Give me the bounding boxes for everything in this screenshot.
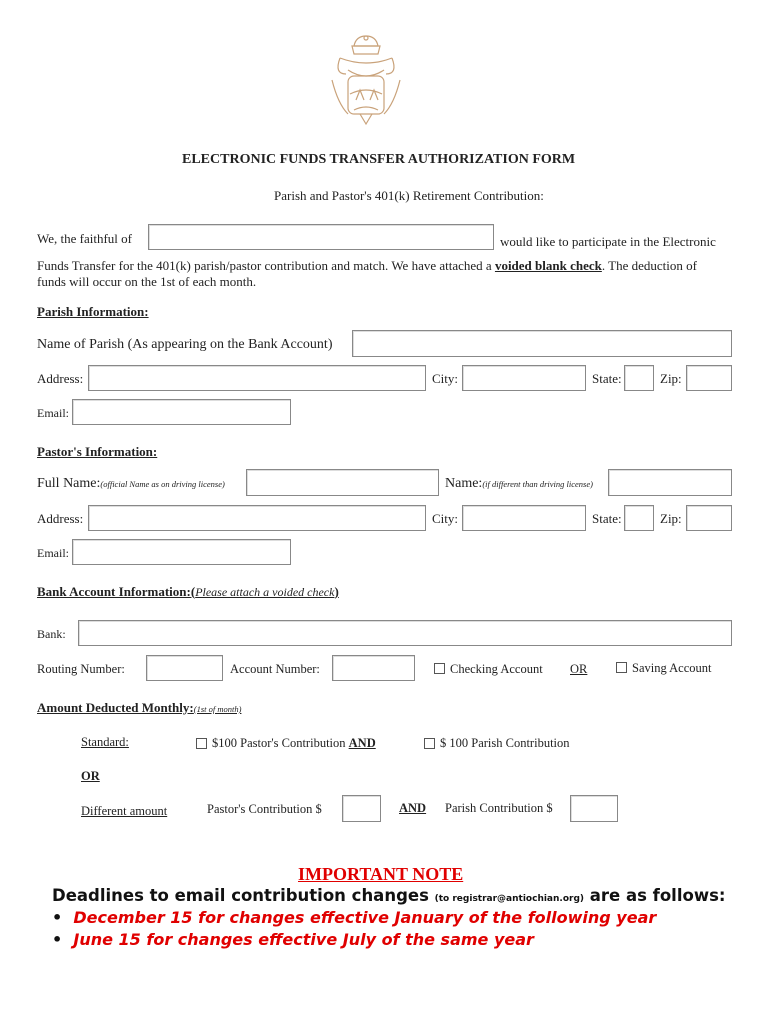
deadlines-text: Deadlines to email contribution changes — [52, 886, 435, 905]
deadline-item-2 — [52, 930, 534, 949]
bank-heading-close: ) — [334, 584, 339, 599]
important-note-title: IMPORTANT NOTE — [298, 864, 464, 884]
saving-account-label: Saving Account — [632, 661, 712, 675]
pastor-zip-label: Zip: — [660, 511, 682, 526]
standard-label: Standard: — [81, 735, 129, 749]
pastor-fullname-label-text: Full Name: — [37, 476, 101, 491]
parish-state-field[interactable] — [624, 365, 654, 391]
pastor-fullname-note: (official Name as on driving license) — [100, 479, 225, 489]
bank-or-label: OR — [570, 662, 588, 676]
registrar-email: (to registrar@antiochian.org) — [434, 894, 585, 904]
parish-of-field[interactable] — [148, 224, 494, 250]
account-number-label: Account Number: — [230, 662, 320, 676]
intro-we-faithful: We, the faithful of — [37, 231, 132, 246]
deadline-item-1 — [52, 908, 656, 927]
pastor-100-text: $100 Pastor's Contribution — [212, 736, 349, 750]
deadline-item-1-text: December 15 for changes effective January of the following year — [73, 908, 657, 927]
pastor-contribution-field[interactable] — [342, 795, 381, 822]
parish-contribution-label: Parish Contribution $ — [445, 801, 553, 815]
pastor-100-checkbox[interactable] — [196, 738, 207, 749]
pastor-address-field[interactable] — [88, 505, 426, 531]
parish-zip-label: Zip: — [660, 371, 682, 386]
bank-name-field[interactable] — [78, 620, 732, 646]
deadlines-line — [52, 886, 726, 905]
and2-label: AND — [399, 801, 427, 815]
form-subtitle: Parish and Pastor's 401(k) Retirement Contribution: — [274, 188, 544, 203]
intro-line-2-tail: . The deduction of — [601, 258, 697, 273]
parish-zip-field[interactable] — [686, 365, 732, 391]
pastor-name-note: (if different than driving license) — [482, 479, 593, 489]
saving-account-checkbox[interactable] — [616, 662, 627, 673]
bank-heading-note: Please attach a voided check — [195, 585, 335, 599]
pastor-100-label — [212, 736, 376, 751]
pastor-name-label-text: Name: — [445, 476, 483, 491]
bank-heading-text: Bank Account Information:( — [37, 584, 196, 599]
intro-line-2 — [37, 258, 697, 274]
bullet-icon: • — [52, 908, 63, 927]
amount-heading-text: Amount Deducted Monthly: — [37, 700, 194, 715]
parish-100-label: $ 100 Parish Contribution — [440, 736, 570, 750]
intro-line-3: funds will occur on the 1st of each month. — [37, 274, 257, 289]
pastor-address-label: Address: — [37, 511, 84, 526]
parish-city-label: City: — [432, 371, 459, 386]
parish-address-field[interactable] — [88, 365, 426, 391]
parish-name-label: Name of Parish (As appearing on the Bank Account) — [37, 337, 333, 352]
parish-contribution-field[interactable] — [570, 795, 618, 822]
pastor-fullname-label — [37, 476, 225, 492]
bank-info-heading — [37, 584, 339, 600]
parish-city-field[interactable] — [462, 365, 586, 391]
amount-heading — [37, 700, 241, 716]
deadline-item-2-text: June 15 for changes effective July of the same year — [73, 930, 534, 949]
parish-email-field[interactable] — [72, 399, 291, 425]
checking-account-checkbox[interactable] — [434, 663, 445, 674]
routing-number-label: Routing Number: — [37, 662, 125, 676]
different-amount-label: Different amount — [81, 804, 168, 818]
intro-line-2-text: Funds Transfer for the 401(k) parish/pastor contribution and match. We have attached a — [37, 258, 495, 273]
pastor-city-field[interactable] — [462, 505, 586, 531]
parish-name-field[interactable] — [352, 330, 732, 357]
pastor-fullname-field[interactable] — [246, 469, 439, 496]
routing-number-field[interactable] — [146, 655, 223, 681]
pastor-email-field[interactable] — [72, 539, 291, 565]
amount-heading-note: (1st of month) — [193, 704, 242, 714]
pastor-name-label — [445, 476, 593, 492]
amount-or-label: OR — [81, 769, 100, 783]
parish-info-heading: Parish Information: — [37, 304, 149, 319]
deadlines-tail: are as follows: — [584, 886, 726, 905]
and-label: AND — [348, 736, 376, 750]
parish-email-label: Email: — [37, 406, 69, 420]
parish-state-label: State: — [592, 371, 622, 386]
archdiocese-seal-logo — [326, 34, 406, 126]
pastor-state-label: State: — [592, 511, 622, 526]
parish-address-label: Address: — [37, 371, 84, 386]
voided-blank-check-text: voided blank check — [494, 258, 602, 273]
pastor-zip-field[interactable] — [686, 505, 732, 531]
pastor-info-heading: Pastor's Information: — [37, 444, 158, 459]
pastor-name-field[interactable] — [608, 469, 732, 496]
intro-would-like: would like to participate in the Electronic — [500, 234, 716, 249]
pastor-email-label: Email: — [37, 546, 69, 560]
account-number-field[interactable] — [332, 655, 415, 681]
form-title: ELECTRONIC FUNDS TRANSFER AUTHORIZATION FORM — [182, 152, 576, 167]
pastor-contribution-label: Pastor's Contribution $ — [207, 802, 322, 816]
bullet-icon: • — [52, 930, 63, 949]
checking-account-label: Checking Account — [450, 662, 543, 676]
bank-label: Bank: — [37, 627, 66, 641]
parish-100-checkbox[interactable] — [424, 738, 435, 749]
pastor-state-field[interactable] — [624, 505, 654, 531]
pastor-city-label: City: — [432, 511, 459, 526]
